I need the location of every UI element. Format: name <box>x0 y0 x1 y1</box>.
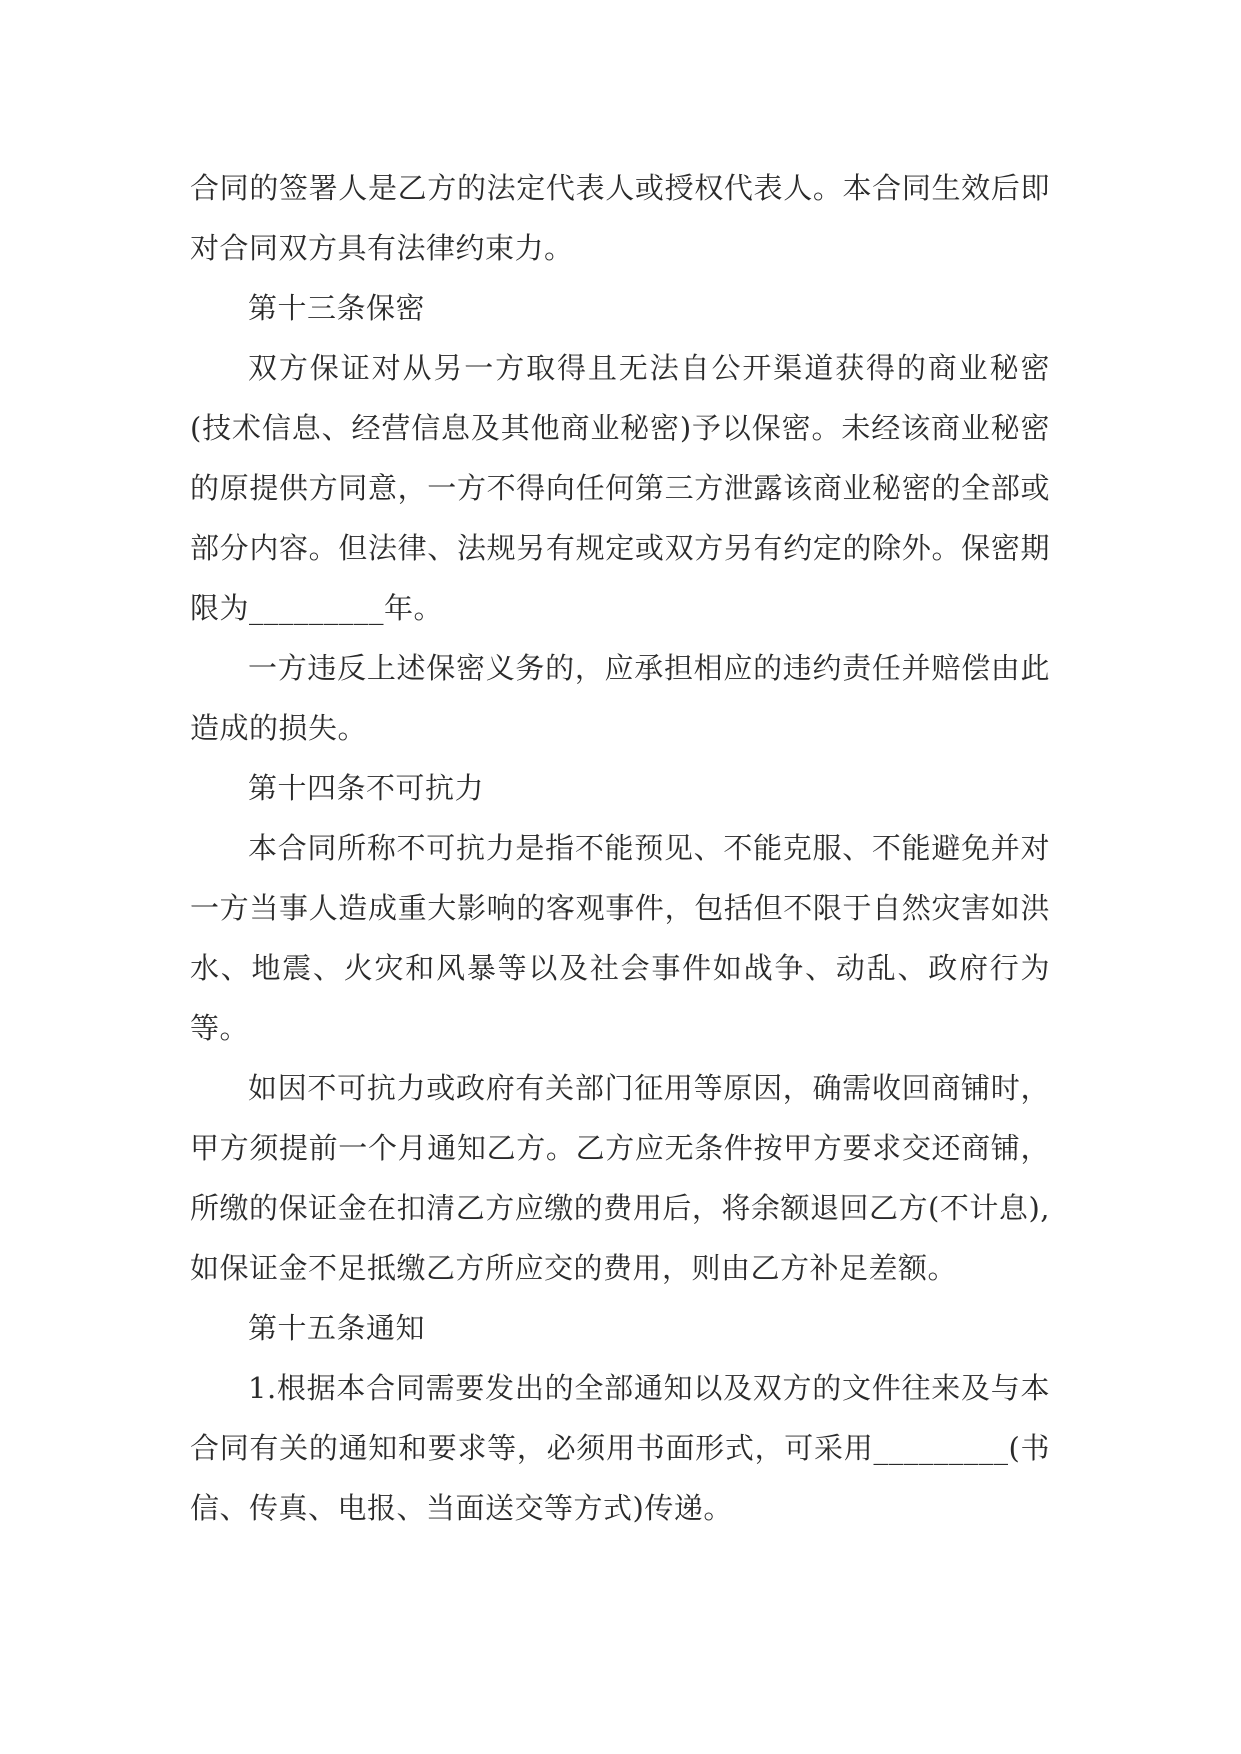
article-13-heading: 第十三条保密 <box>248 291 426 325</box>
paragraph-signatory-effect: 合同的签署人是乙方的法定代表人或授权代表人。本合同生效后即对合同双方具有法律约束力。 <box>190 171 1050 265</box>
paragraph-force-majeure-definition: 本合同所称不可抗力是指不能预见、不能克服、不能避免并对一方当事人造成重大影响的客观事件，包括但不限于自然灾害如洪水、地震、火灾和风暴等以及社会事件如战争、动乱、政府行为等。 <box>190 831 1050 1045</box>
paragraph-shop-recovery: 如因不可抗力或政府有关部门征用等原因，确需收回商铺时，甲方须提前一个月通知乙方。乙方应无条件按甲方要求交还商铺，所缴的保证金在扣清乙方应缴的费用后，将余额退回乙方(不计息),如保证金不足抵缴乙方所应交的费用，则由乙方补足差额。 <box>190 1071 1050 1285</box>
article-14-heading: 第十四条不可抗力 <box>248 771 485 805</box>
paragraph-confidentiality: 双方保证对从另一方取得且无法自公开渠道获得的商业秘密(技术信息、经营信息及其他商业秘密)予以保密。未经该商业秘密的原提供方同意，一方不得向任何第三方泄露该商业秘密的全部或部分内容。但法律、法规另有规定或双方另有约定的除外。保密期限为_________年。 <box>190 351 1050 625</box>
paragraph-confidentiality-breach: 一方违反上述保密义务的，应承担相应的违约责任并赔偿由此造成的损失。 <box>190 651 1050 745</box>
article-15-heading: 第十五条通知 <box>248 1311 426 1345</box>
document-body <box>190 158 1050 1538</box>
paragraph-notice-clause-1: 1.根据本合同需要发出的全部通知以及双方的文件往来及与本合同有关的通知和要求等，必须用书面形式，可采用_________(书信、传真、电报、当面送交等方式)传递。 <box>190 1371 1050 1525</box>
